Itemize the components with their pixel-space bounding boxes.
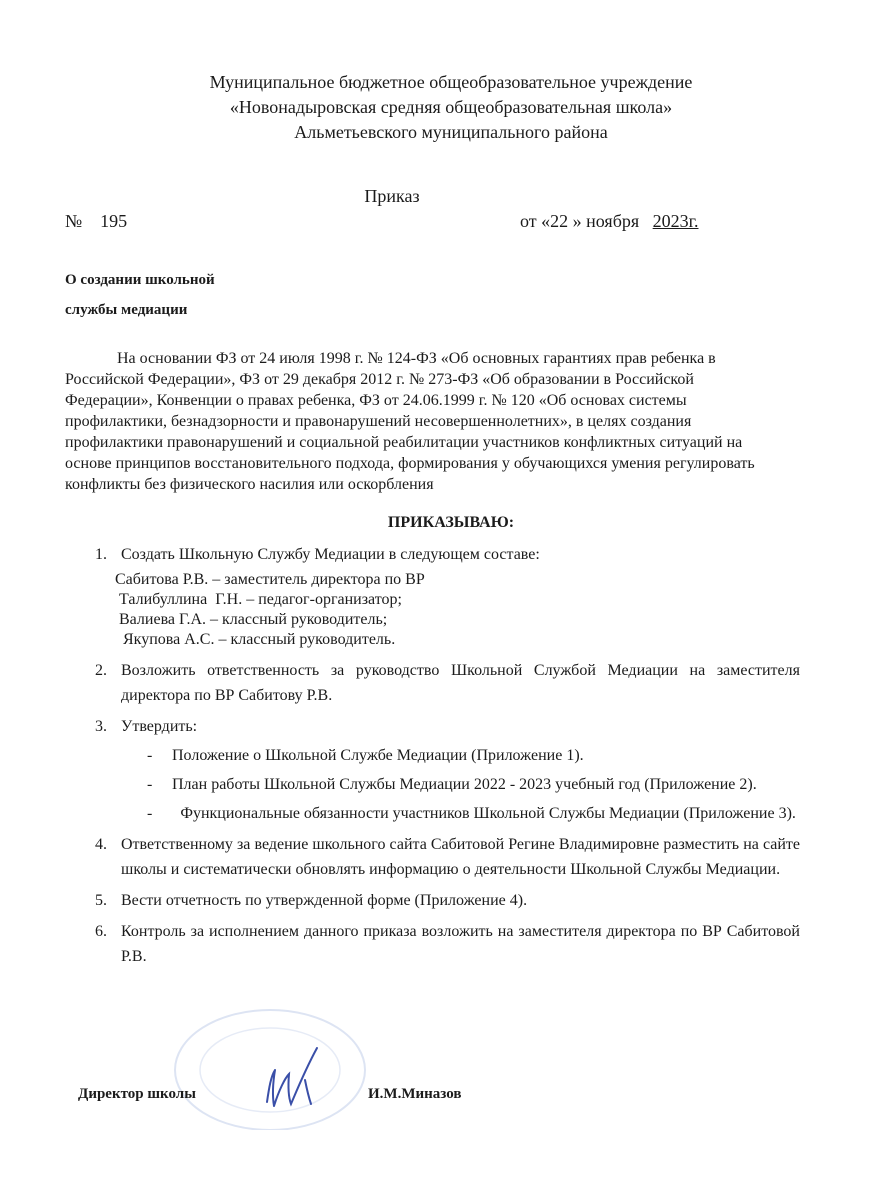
org-header-line3: Альметьевского муниципального района (294, 122, 608, 142)
order-item-1 (95, 542, 800, 567)
order-subject-line2: службы медиации (65, 302, 188, 318)
document-title: Приказ (364, 186, 420, 206)
signature-position: Директор школы (78, 1086, 196, 1102)
item-text: Вести отчетность по утвержденной форме (Приложение 4). (121, 892, 528, 909)
subitem-text: Функциональные обязанности участников Школьной Службы Медиации (Приложение 3). (180, 805, 796, 822)
order-subject (65, 265, 215, 325)
member-1: Сабитова Р.В. – заместитель директора по ВР (115, 571, 425, 588)
member-4: Якупова А.С. – классный руководитель. (115, 631, 396, 648)
org-header-line2: «Новонадыровская средняя общеобразовательная школа» (229, 97, 673, 117)
item-number: 2. (95, 662, 107, 679)
subitem-dash: - (147, 776, 153, 793)
org-header-line1: Муниципальное бюджетное общеобразовательное учреждение (209, 72, 693, 92)
order-subject-line1: О создании школьной (65, 272, 215, 288)
order-item-2 (95, 658, 800, 708)
item-number: 3. (95, 718, 107, 735)
subitem-text: Положение о Школьной Службе Медиации (Приложение 1). (172, 747, 584, 764)
subitem-2 (95, 772, 800, 797)
item-text: Ответственному за ведение школьного сайта Сабитовой Регине Владимировне разместить на сайте школы и систематически обновлять информацию о деятельности Школьной Службы Медиации. (121, 836, 800, 878)
item-number: 4. (95, 836, 107, 853)
member-2: Талибуллина Г.Н. – педагог-организатор; (115, 591, 402, 608)
director-name: И.М.Миназов (368, 1086, 462, 1102)
mediation-members (95, 570, 800, 650)
preamble (65, 348, 765, 495)
member-3: Валиева Г.А. – классный руководитель; (115, 611, 388, 628)
item-number: 1. (95, 546, 107, 563)
item-text: Контроль за исполнением данного приказа возложить на заместителя директора по ВР Сабитовой Р.В. (121, 923, 800, 965)
order-number: № 195 (65, 211, 128, 231)
preamble-text: На основании ФЗ от 24 июля 1998 г. № 124-ФЗ «Об основных гарантиях прав ребенка в Российской Федерации», ФЗ от 29 декабря 2012 г. № 273-ФЗ «Об образовании в Российской Федерации», Конвенции о правах ребенка, ФЗ от 24.06.1999 г. № 120 «Об основах системы профилактики, безнадзорности и правонарушений несовершеннолетних», в целях создания профилактики правонарушений и социальной реабилитации участников конфликтных ситуаций на основе принципов восстановительного подхода, формирования у обучающихся умения регулировать конфликты без физического насилия или оскорбления (65, 350, 755, 493)
order-date-text: от «22 » ноября (520, 211, 653, 231)
item-text: Создать Школьную Службу Медиации в следующем составе: (121, 546, 540, 563)
org-header (0, 70, 872, 145)
item-text: Возложить ответственность за руководство Школьной Службой Медиации на заместителя директора по ВР Сабитову Р.В. (121, 662, 800, 704)
subitem-3 (65, 801, 800, 826)
order-year: 2023г. (652, 211, 699, 231)
order-item-6 (95, 919, 800, 969)
order-item-5 (95, 888, 800, 913)
order-item-4 (95, 832, 800, 882)
order-items-list (95, 542, 800, 969)
subitem-1 (95, 743, 800, 768)
order-date (520, 211, 699, 232)
handwritten-signature-icon (255, 1040, 335, 1115)
item-text: Утвердить: (121, 718, 198, 735)
item-number: 5. (95, 892, 107, 909)
subitem-text: План работы Школьной Службы Медиации 2022 - 2023 учебный год (Приложение 2). (172, 776, 757, 793)
subitem-dash: - (147, 805, 153, 822)
order-item-3 (95, 714, 800, 739)
subitem-dash: - (147, 747, 153, 764)
order-word: ПРИКАЗЫВАЮ: (387, 514, 515, 531)
item-number: 6. (95, 923, 107, 940)
